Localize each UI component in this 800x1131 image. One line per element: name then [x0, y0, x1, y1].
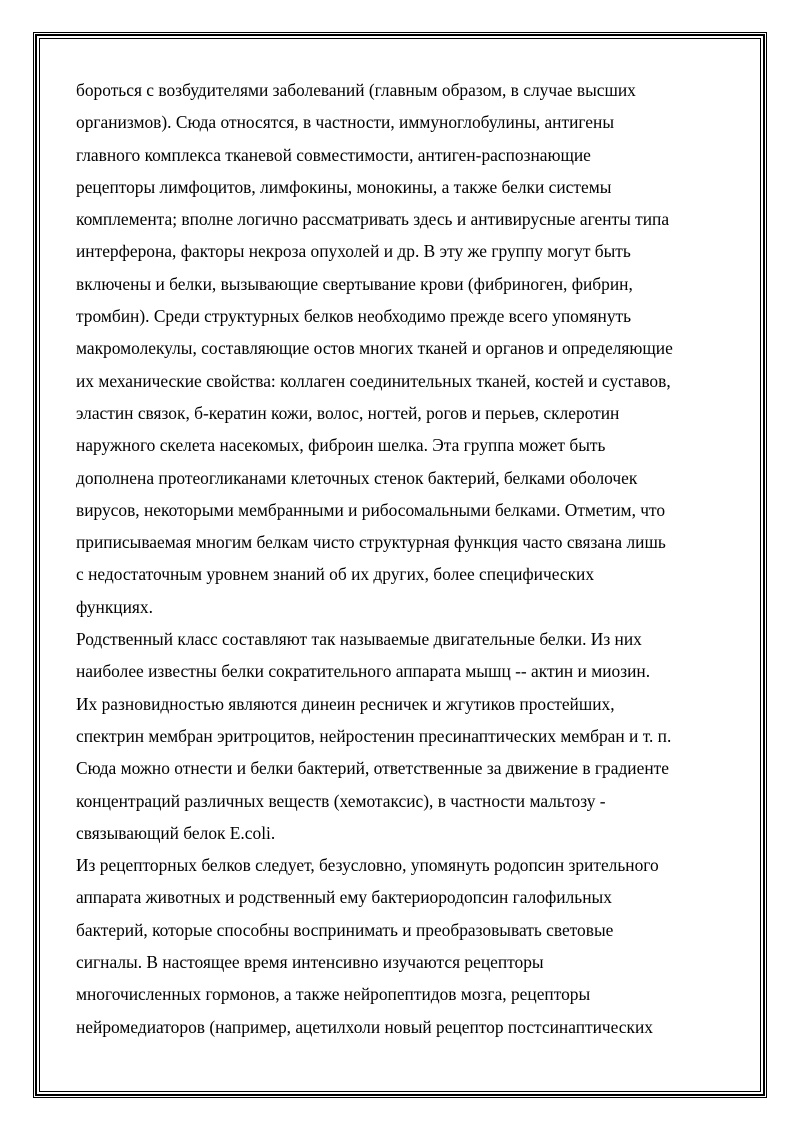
text-line: вирусов, некоторыми мембранными и рибосомальными белками. Отметим, что: [76, 499, 666, 520]
text-line: организмов). Сюда относятся, в частности, иммуноглобулины, антигены: [76, 112, 615, 133]
text-line: макромолекулы, составляющие остов многих тканей и органов и определяющие: [76, 338, 673, 359]
text-line: сигналы. В настоящее время интенсивно изучаются рецепторы: [76, 952, 544, 973]
text-line: комплемента; вполне логично рассматривать здесь и антивирусные агенты типа: [76, 209, 670, 230]
text-line: с недостаточным уровнем знаний об их других, более специфических: [76, 564, 595, 585]
text-line: функциях.: [76, 596, 153, 617]
text-line: тромбин). Среди структурных белков необходимо прежде всего упомянуть: [76, 306, 632, 327]
text-line: дополнена протеогликанами клеточных стенок бактерий, белками оболочек: [76, 467, 638, 488]
text-line: спектрин мембран эритроцитов, нейростенин пресинаптических мембран и т. п.: [76, 725, 672, 746]
text-line: Сюда можно отнести и белки бактерий, ответственные за движение в градиенте: [76, 758, 669, 779]
text-line: интерферона, факторы некроза опухолей и др. В эту же группу могут быть: [76, 241, 631, 262]
text-line: связывающий белок E.coli.: [76, 822, 276, 843]
text-line: бактерий, которые способны воспринимать и преобразовывать световые: [76, 919, 614, 940]
body-text: [76, 74, 736, 1043]
text-line: эластин связок, б-кератин кожи, волос, ногтей, рогов и перьев, склеротин: [76, 402, 620, 423]
text-line: главного комплекса тканевой совместимости, антиген-распознающие: [76, 144, 591, 165]
text-line: рецепторы лимфоцитов, лимфокины, монокины, а также белки системы: [76, 176, 612, 197]
text-line: многочисленных гормонов, а также нейропептидов мозга, рецепторы: [76, 984, 591, 1005]
text-line: концентраций различных веществ (хемотаксис), в частности мальтозу -: [76, 790, 606, 811]
text-line: Из рецепторных белков следует, безусловно, упомянуть родопсин зрительного: [76, 855, 659, 876]
text-line: Их разновидностью являются динеин ресничек и жгутиков простейших,: [76, 693, 615, 714]
text-line: бороться с возбудителями заболеваний (главным образом, в случае высших: [76, 80, 636, 100]
text-line: наружного скелета насекомых, фиброин шелка. Эта группа может быть: [76, 435, 606, 456]
text-line: нейромедиаторов (например, ацетилхоли новый рецептор постсинаптических: [76, 1016, 653, 1037]
text-line: приписываемая многим белкам чисто структурная функция часто связана лишь: [76, 532, 666, 553]
text-line: наиболее известны белки сократительного аппарата мышц -- актин и миозин.: [76, 661, 651, 682]
text-line: аппарата животных и родственный ему бактериородопсин галофильных: [76, 887, 612, 908]
text-line: их механические свойства: коллаген соединительных тканей, костей и суставов,: [76, 370, 671, 391]
text-line: включены и белки, вызывающие свертывание крови (фибриноген, фибрин,: [76, 273, 633, 294]
text-line: Родственный класс составляют так называемые двигательные белки. Из них: [76, 629, 642, 650]
